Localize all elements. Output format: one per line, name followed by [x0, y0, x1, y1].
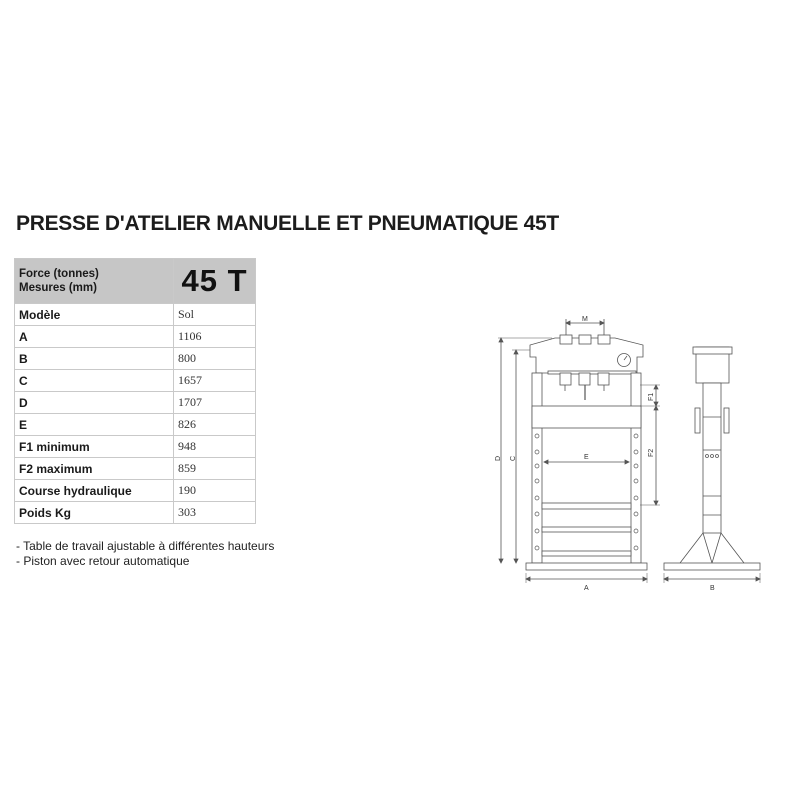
row-value: 303	[174, 502, 256, 524]
row-value: 826	[174, 414, 256, 436]
front-view	[498, 319, 660, 583]
row-label: F2 maximum	[15, 458, 174, 480]
label-b: B	[710, 585, 715, 592]
row-value: Sol	[174, 304, 256, 326]
table-row	[15, 458, 256, 480]
table-row	[15, 436, 256, 458]
note-item: - Table de travail ajustable à différentes hauteurs	[16, 539, 275, 553]
row-label: Poids Kg	[15, 502, 174, 524]
cylinder-left	[560, 335, 572, 344]
row-value: 859	[174, 458, 256, 480]
column-holes	[535, 434, 638, 550]
header-labels	[15, 259, 174, 304]
table-row	[15, 348, 256, 370]
label-d: D	[495, 455, 502, 461]
table-row	[15, 392, 256, 414]
table-row	[15, 480, 256, 502]
table-row	[15, 414, 256, 436]
page-title: PRESSE D'ATELIER MANUELLE ET PNEUMATIQUE 45T	[16, 212, 559, 235]
specs-table	[14, 258, 256, 524]
row-label: F1 minimum	[15, 436, 174, 458]
row-value: 190	[174, 480, 256, 502]
row-value: 948	[174, 436, 256, 458]
row-label: E	[15, 414, 174, 436]
row-value: 1707	[174, 392, 256, 414]
press-diagram	[490, 305, 770, 595]
table-row	[15, 370, 256, 392]
table-row	[15, 326, 256, 348]
side-column	[703, 383, 721, 533]
label-f2: F2	[648, 448, 655, 457]
side-base	[664, 563, 760, 570]
notes	[16, 539, 274, 569]
label-e: E	[584, 454, 589, 461]
side-legs	[680, 533, 744, 563]
label-f1: F1	[648, 392, 655, 401]
press-base	[526, 563, 647, 570]
row-label: Modèle	[15, 304, 174, 326]
header-measures-label: Mesures (mm)	[19, 282, 97, 294]
row-label: Course hydraulique	[15, 480, 174, 502]
specs-header-row	[15, 259, 256, 304]
side-view	[664, 347, 760, 583]
force-value: 45 T	[174, 259, 256, 304]
row-label: C	[15, 370, 174, 392]
work-table	[532, 406, 641, 428]
row-value: 1106	[174, 326, 256, 348]
cylinder-center	[579, 335, 591, 344]
table-row	[15, 502, 256, 524]
label-c: C	[510, 455, 517, 461]
note-item: - Piston avec retour automatique	[16, 554, 190, 568]
row-label: A	[15, 326, 174, 348]
row-value: 1657	[174, 370, 256, 392]
row-label: B	[15, 348, 174, 370]
header-force-label: Force (tonnes)	[19, 268, 99, 280]
row-value: 800	[174, 348, 256, 370]
label-m: M	[582, 316, 588, 323]
table-row	[15, 304, 256, 326]
label-a: A	[584, 585, 589, 592]
cylinder-right	[598, 335, 610, 344]
row-label: D	[15, 392, 174, 414]
